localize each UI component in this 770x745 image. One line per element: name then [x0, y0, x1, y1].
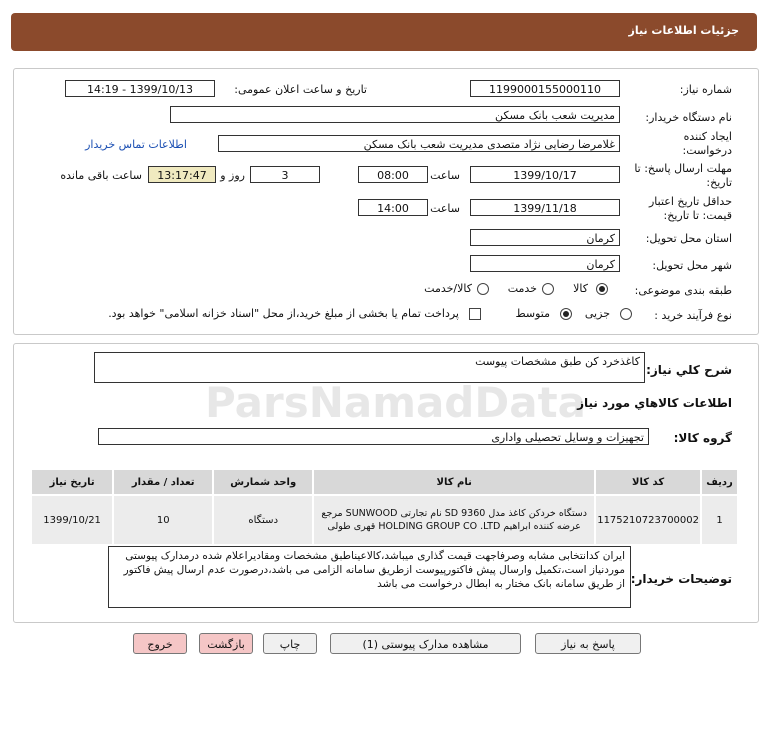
exit-button[interactable]: خروج	[133, 633, 187, 654]
page-title: جزئیات اطلاعات نیاز	[628, 24, 739, 37]
validity-time-field: 14:00	[358, 199, 428, 216]
col-name: نام کالا	[313, 469, 595, 495]
treasury-payment-note: پرداخت تمام یا بخشی از مبلغ خرید،از محل "اسناد خزانه اسلامی" خواهد بود.	[108, 307, 459, 320]
category-service-label: خدمت	[507, 282, 537, 295]
validity-time-label: ساعت	[430, 202, 460, 215]
table-header-row	[31, 469, 738, 495]
cell-name: دستگاه خردکن کاغذ مدل SD 9360 نام تجارتی SUNWOOD مرجع عرضه کننده ابراهیم HOLDING GROUP CO .LTD قهری طولی	[313, 495, 595, 545]
deadline-date-field: 1399/10/17	[470, 166, 620, 183]
goods-info-title: اطلاعات کالاهاي مورد نياز	[577, 396, 732, 410]
category-goods-radio[interactable]	[596, 283, 608, 295]
buyer-notes-field: ایران کدانتخابی مشابه وصرفاجهت قیمت گذاری میباشد،کالاعیناطبق مشخصات ومقادیراعلام شده درمدارک پیوستی موردنیاز است،تکمیل وارسال پیش فاکتورپیوست ازطریق سامانه الزامی می باشد،درصورت عدم ارسال پیش فاکتور از طریق سامانه بانک مختار به ابطال درخواست می باشد	[108, 546, 631, 608]
summary-label: شرح کلي نياز:	[646, 363, 732, 377]
goods-group-label: گروه کالا:	[673, 431, 732, 445]
cell-unit: دستگاه	[213, 495, 313, 545]
reply-button[interactable]: پاسخ به نیاز	[535, 633, 641, 654]
treasury-payment-checkbox[interactable]	[469, 308, 481, 320]
remaining-label: ساعت باقی مانده	[60, 169, 142, 182]
process-label: نوع فرآیند خرید :	[654, 309, 732, 322]
col-unit: واحد شمارش	[213, 469, 313, 495]
process-minor-label: جزیی	[584, 307, 610, 320]
buyer-org-field: مدیریت شعب بانک مسکن	[170, 106, 620, 123]
category-goods-service-label: کالا/خدمت	[424, 282, 472, 295]
remaining-time-field: 13:17:47	[148, 166, 216, 183]
cell-date: 1399/10/21	[31, 495, 113, 545]
validity-label: حداقل تاریخ اعتبار قیمت: تا تاریخ:	[648, 195, 732, 222]
cell-qty: 10	[113, 495, 213, 545]
table-row[interactable]	[31, 495, 738, 545]
col-date: تاریخ نیاز	[31, 469, 113, 495]
page-header	[11, 13, 757, 51]
goods-group-field: تجهیزات و وسایل تحصیلی واداری	[98, 428, 649, 445]
deadline-time-field: 08:00	[358, 166, 428, 183]
col-row: ردیف	[701, 469, 738, 495]
cell-code: 1175210723700002	[595, 495, 701, 545]
back-button[interactable]: بازگشت	[199, 633, 253, 654]
city-label: شهر محل تحویل:	[652, 259, 732, 272]
need-number-label: شماره نیاز:	[679, 83, 732, 96]
deadline-time-label: ساعت	[430, 169, 460, 182]
category-goods-service-radio[interactable]	[477, 283, 489, 295]
category-service-radio[interactable]	[542, 283, 554, 295]
cell-row: 1	[701, 495, 738, 545]
city-field: کرمان	[470, 255, 620, 272]
province-label: استان محل تحویل:	[645, 232, 732, 245]
province-field: کرمان	[470, 229, 620, 246]
category-goods-label: کالا	[573, 282, 588, 295]
col-code: کد کالا	[595, 469, 701, 495]
announce-label: تاریخ و ساعت اعلان عمومی:	[234, 83, 367, 96]
creator-label: ایجاد کننده درخواست:	[682, 130, 732, 157]
buyer-org-label: نام دستگاه خریدار:	[645, 111, 732, 124]
contact-info-link[interactable]: اطلاعات تماس خریدار	[85, 138, 187, 151]
days-field: 3	[250, 166, 320, 183]
process-minor-radio[interactable]	[620, 308, 632, 320]
summary-field: کاغذخرد کن طبق مشخصات پیوست	[94, 352, 645, 383]
process-medium-label: متوسط	[515, 307, 550, 320]
deadline-label: مهلت ارسال پاسخ: تا تاریخ:	[634, 162, 732, 189]
col-qty: تعداد / مقدار	[113, 469, 213, 495]
attachments-button[interactable]: مشاهده مدارک پیوستی (1)	[330, 633, 521, 654]
items-table	[30, 468, 739, 546]
announce-field: 1399/10/13 - 14:19	[65, 80, 215, 97]
creator-field: غلامرضا رضایی نژاد متصدی مدیریت شعب بانک مسکن	[218, 135, 620, 152]
print-button[interactable]: چاپ	[263, 633, 317, 654]
days-label: روز و	[220, 169, 245, 182]
validity-date-field: 1399/11/18	[470, 199, 620, 216]
need-number-field: 1199000155000110	[470, 80, 620, 97]
buyer-notes-label: توضیحات خریدار:	[630, 572, 732, 586]
category-label: طبقه بندی موضوعی:	[634, 284, 732, 297]
process-medium-radio[interactable]	[560, 308, 572, 320]
